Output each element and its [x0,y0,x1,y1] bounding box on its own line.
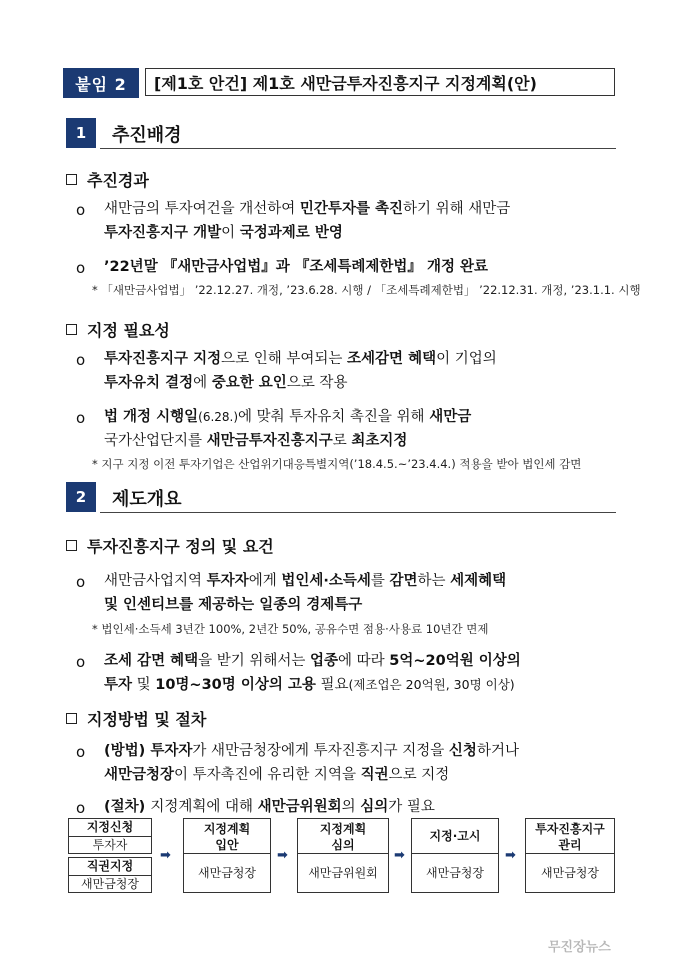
flow-box-body: 새만금청장 [69,875,151,893]
watermark-logo: 무진장뉴스 [548,940,611,955]
section-number-1: 1 [66,118,96,148]
flow-box-body: 새만금위원회 [298,853,388,892]
flow-box-heading: 투자진흥지구 관리 [535,822,605,852]
circle-bullet-icon: o [76,351,86,369]
checkbox-square-icon [66,713,77,724]
paragraph-line: 새만금의 투자여건을 개선하여 민간투자를 촉진하기 위해 새만금 [104,201,511,217]
paragraph-line: 법 개정 시행일(6.28.)에 맞춰 투자유치 촉진을 위해 새만금 [104,409,472,425]
paragraph-line: ’22년말 『새만금사업법』과 『조세특례제한법』 개정 완료 [104,259,489,275]
flow-box-heading: 지정신청 [86,820,134,834]
flow-box-heading: 지정계획 입안 [203,822,251,852]
flow-box-drafting [183,818,271,893]
paragraph-line: 투자진흥지구 개발이 국정과제로 반영 [104,225,343,241]
circle-bullet-icon: o [76,409,86,427]
arrow-right-icon: ➡ [160,848,171,863]
circle-bullet-icon: o [76,799,86,817]
footnote: * 「새만금사업법」 ’22.12.27. 개정, ’23.6.28. 시행 / 「조세특례제한법」 ’22.12.31. 개정, ’23.1.1. 시행 [92,283,641,297]
subheading-method [66,707,206,730]
flow-box-heading: 직권지정 [86,859,134,873]
flow-box-review [297,818,389,893]
subheading-definition [66,534,274,557]
paragraph-line: 새만금사업지역 투자자에게 법인세·소득세를 감면하는 세제혜택 [104,573,507,589]
section-divider-2 [100,512,616,513]
circle-bullet-icon: o [76,573,86,591]
paragraph-line: 국가산업단지를 새만금투자진흥지구로 최초지정 [104,433,408,449]
circle-bullet-icon: o [76,201,86,219]
appendix-tag: 붙임 2 [63,68,139,98]
subheading-label: 투자진흥지구 정의 및 요건 [87,537,274,556]
flow-box-management [525,818,615,893]
subheading-label: 지정방법 및 절차 [87,710,207,729]
flow-box-body: 새만금청장 [412,853,498,892]
section-divider-1 [100,148,616,149]
flow-box-body: 투자자 [69,836,151,854]
arrow-right-icon: ➡ [394,848,405,863]
circle-bullet-icon: o [76,743,86,761]
subheading-label: 추진경과 [87,171,149,190]
checkbox-square-icon [66,174,77,185]
paragraph-line: 투자유치 결정에 중요한 요인으로 작용 [104,375,348,391]
subheading-necessity [66,318,170,341]
flow-box-application [68,818,152,854]
section-number-2: 2 [66,482,96,512]
subheading-label: 지정 필요성 [87,321,170,340]
circle-bullet-icon: o [76,653,86,671]
arrow-right-icon: ➡ [505,848,516,863]
paragraph-line: 투자 및 10명~30명 이상의 고용 필요(제조업은 20억원, 30명 이상) [104,677,515,693]
circle-bullet-icon: o [76,259,86,277]
flow-box-ex-officio [68,857,152,893]
flow-box-body: 새만금청장 [526,853,614,892]
paragraph-line: 및 인센티브를 제공하는 일종의 경제특구 [104,597,363,613]
paragraph-line: 조세 감면 혜택을 받기 위해서는 업종에 따라 5억~20억원 이상의 [104,653,521,669]
flow-box-designation-notice [411,818,499,893]
flow-box-heading: 지정·고시 [429,829,481,843]
paragraph-line: (절차) 지정계획에 대해 새만금위원회의 심의가 필요 [104,799,435,815]
section-title-1: 추진배경 [112,125,182,146]
flow-box-heading: 지정계획 심의 [319,822,367,852]
paragraph-line: 투자진흥지구 지정으로 인해 부여되는 조세감면 혜택이 기업의 [104,351,497,367]
document-title: [제1호 안건] 제1호 새만금투자진흥지구 지정계획(안) [145,68,615,96]
arrow-right-icon: ➡ [277,848,288,863]
section-title-2: 제도개요 [112,489,182,510]
checkbox-square-icon [66,324,77,335]
flow-box-body: 새만금청장 [184,853,270,892]
footnote: * 법인세·소득세 3년간 100%, 2년간 50%, 공유수면 점용·사용료 10년간 면제 [92,622,489,636]
footnote: * 지구 지정 이전 투자기업은 산업위기대응특별지역(’18.4.5.~’23.4.4.) 적용을 받아 법인세 감면 [92,457,582,471]
paragraph-line: (방법) 투자자가 새만금청장에게 투자진흥지구 지정을 신청하거나 [104,743,519,759]
paragraph-line: 새만금청장이 투자촉진에 유리한 지역을 직권으로 지정 [104,767,450,783]
checkbox-square-icon [66,540,77,551]
subheading-progress [66,168,149,191]
